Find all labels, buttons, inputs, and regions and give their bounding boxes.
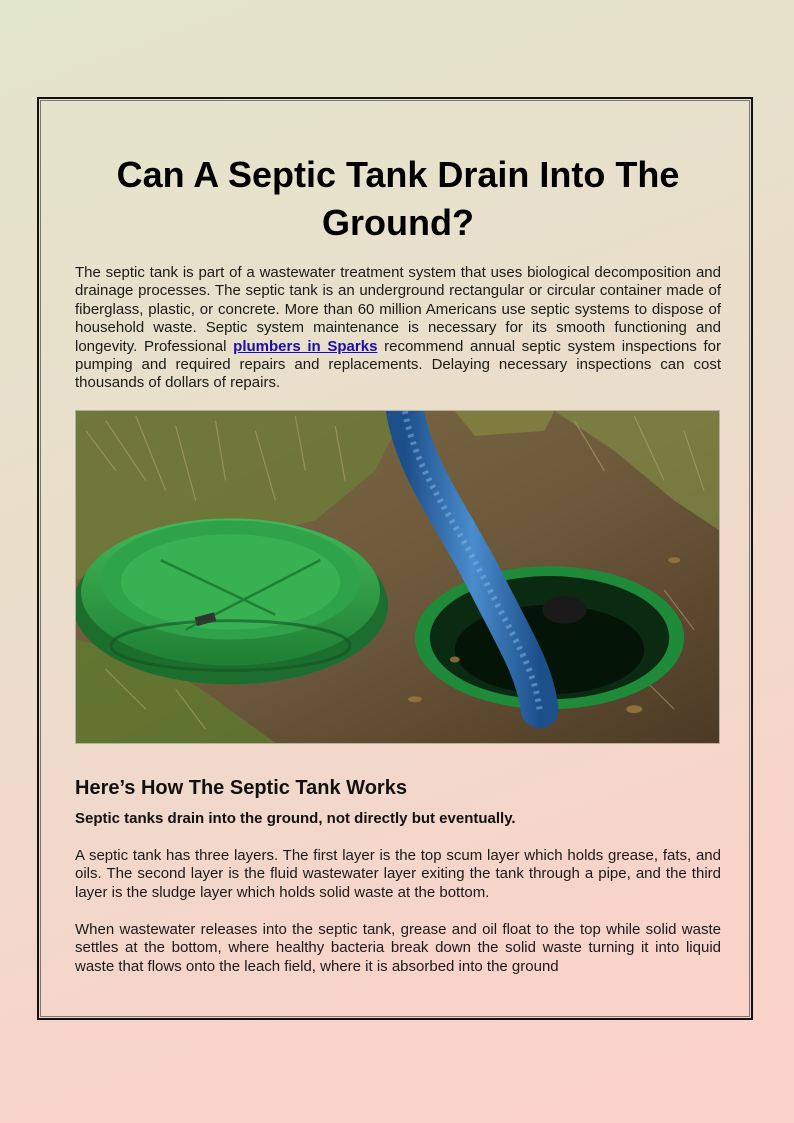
plumbers-link[interactable]: plumbers in Sparks (233, 337, 378, 355)
paragraph-layers: A septic tank has three layers. The first layer is the top scum layer which holds grease, fats, and oils. The second layer is the fluid wastewater layer exiting the tank through a pipe, and the third layer is the sludge layer which holds solid waste at the bottom. (75, 846, 721, 901)
intro-text-end: recommend annual septic system inspections for pumping and required repairs and replacements. Delaying necessary inspections can cost thousands of dollars of repairs. (75, 337, 721, 392)
septic-tank-photo (75, 410, 720, 744)
paragraph-process: When wastewater releases into the septic tank, grease and oil float to the top while solid waste settles at the bottom, where healthy bacteria break down the solid waste turning it into liquid waste that flows onto the leach field, where it is absorbed into the ground (75, 921, 721, 975)
article-content (75, 151, 721, 976)
page-frame (37, 97, 753, 1020)
intro-text-start: The septic tank is part of a wastewater treatment system that uses biological decomposition and drainage processes. The septic tank is an underground rectangular or circular container made of fiberglass, plastic, or concrete. More than 60 million Americans use septic systems to dispose of household waste. Septic system maintenance is necessary for its smooth functioning and longevity. Professional (75, 264, 721, 355)
article-title: Can A Septic Tank Drain Into The Ground? (116, 154, 680, 243)
lead-statement: Septic tanks drain into the ground, not directly but eventually. (75, 809, 516, 827)
section-heading: Here’s How The Septic Tank Works (75, 776, 407, 799)
intro-paragraph (75, 264, 721, 393)
